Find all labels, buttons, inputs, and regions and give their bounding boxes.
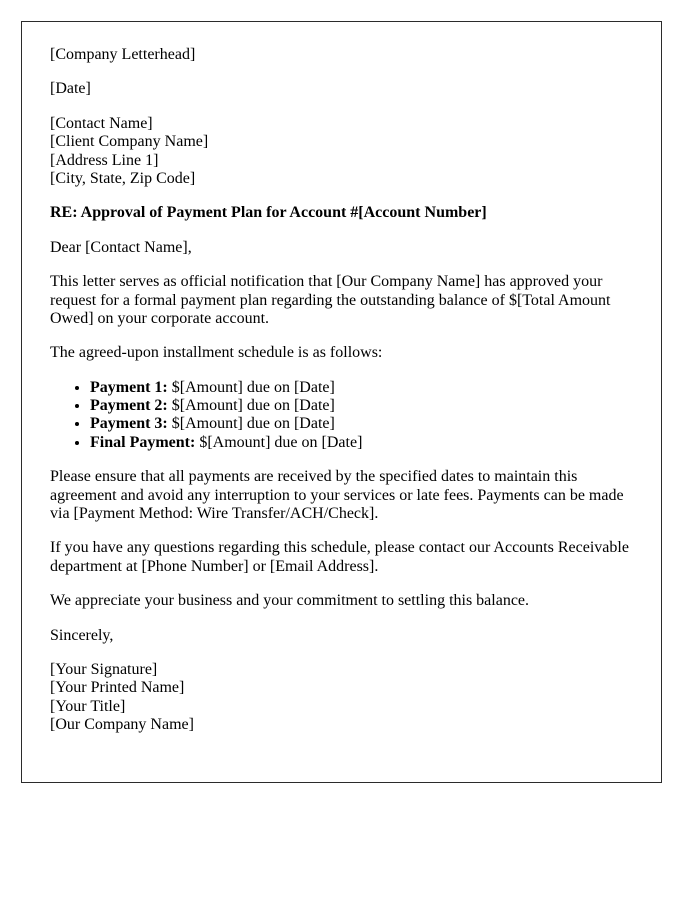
recipient-company-name: [Client Company Name] (50, 133, 209, 151)
installment-item-1 (90, 379, 634, 397)
recipient-contact-name: [Contact Name] (50, 114, 153, 132)
installment-detail: $[Amount] due on [Date] (167, 378, 335, 396)
contact-questions-paragraph: If you have any questions regarding this schedule, please contact our Accounts Receivable department at [Phone Number] or [Email Address]. (50, 539, 629, 575)
recipient-block (50, 115, 634, 189)
installment-item-2 (90, 397, 634, 415)
signature-block (50, 661, 634, 735)
salutation: Dear [Contact Name], (50, 238, 192, 256)
intro-paragraph: This letter serves as official notification that [Our Company Name] has approved your request for a formal payment plan regarding the outstanding balance of $[Total Amount Owed] on your corporate account. (50, 273, 611, 327)
installment-list (50, 379, 634, 453)
installment-detail: $[Amount] due on [Date] (167, 415, 335, 433)
company-name-placeholder: [Our Company Name] (50, 716, 194, 734)
installment-label: Final Payment: (90, 433, 196, 451)
installment-label: Payment 1: (90, 378, 168, 396)
recipient-address-line: [Address Line 1] (50, 151, 159, 169)
installment-detail: $[Amount] due on [Date] (167, 397, 335, 415)
recipient-city-state-zip: [City, State, Zip Code] (50, 169, 196, 187)
schedule-intro-paragraph: The agreed-upon installment schedule is as follows: (50, 344, 383, 362)
printed-name-placeholder: [Your Printed Name] (50, 679, 185, 697)
appreciation-paragraph: We appreciate your business and your commitment to settling this balance. (50, 592, 530, 610)
letter-body (21, 21, 662, 783)
installment-label: Payment 2: (90, 397, 168, 415)
letterhead-placeholder: [Company Letterhead] (50, 46, 196, 63)
subject-line: RE: Approval of Payment Plan for Account #[Account Number] (50, 204, 487, 222)
installment-item-3 (90, 415, 634, 433)
installment-label: Payment 3: (90, 415, 168, 433)
terms-paragraph: Please ensure that all payments are received by the specified dates to maintain this agreement and avoid any interruption to your services or late fees. Payments can be made via [Payment Method: Wire Transfer/ACH/Check]. (50, 468, 624, 523)
title-placeholder: [Your Title] (50, 697, 126, 715)
installment-item-final (90, 434, 634, 452)
date-line: [Date] (50, 80, 91, 98)
signature-placeholder: [Your Signature] (50, 660, 158, 678)
installment-detail: $[Amount] due on [Date] (195, 433, 363, 451)
closing: Sincerely, (50, 626, 114, 644)
